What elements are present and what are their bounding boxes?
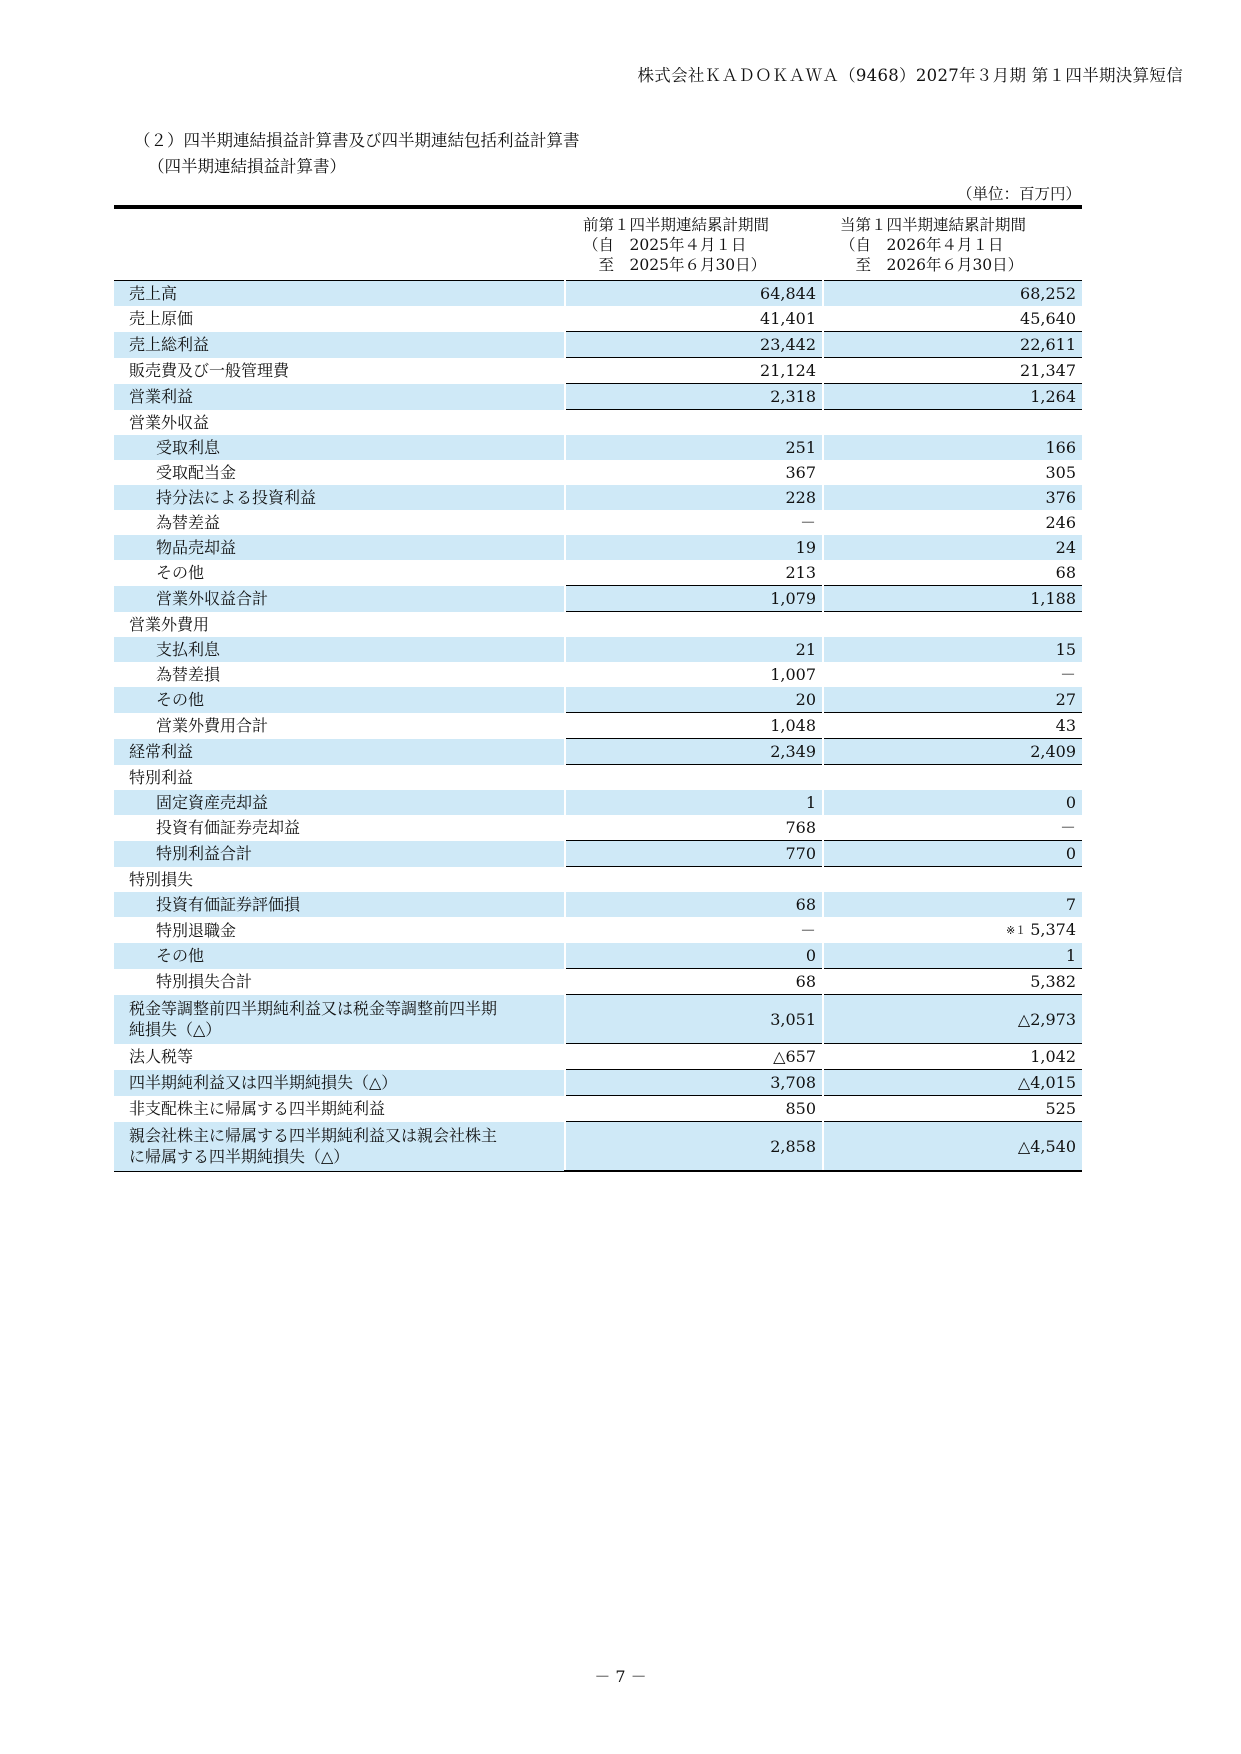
prev-period-from: （自 2025年４月１日 (583, 236, 747, 254)
curr-value: △4,540 (823, 1122, 1082, 1172)
curr-value (823, 410, 1082, 436)
footnote-marker: ※１ (1005, 924, 1027, 937)
document-header: 株式会社ＫＡＤＯＫＡＷＡ（9468）2027年３月期 第１四半期決算短信 (637, 66, 1183, 85)
row-label: 受取利息 (114, 435, 565, 460)
row-label: その他 (114, 687, 565, 713)
curr-value: 0 (823, 790, 1082, 815)
row-label-line-1: 税金等調整前四半期純利益又は税金等調整前四半期 (129, 999, 498, 1018)
row-label: 物品売却益 (114, 535, 565, 560)
curr-value: 43 (823, 713, 1082, 739)
row-label: 為替差損 (156, 665, 221, 684)
row-sga-expenses (114, 358, 1082, 384)
prev-period-title: 前第１四半期連結累計期間 (583, 216, 770, 234)
curr-value: － (823, 662, 1082, 687)
row-label: 特別利益合計 (114, 841, 565, 867)
curr-value: 22,611 (823, 332, 1082, 358)
prev-value: 367 (565, 460, 823, 485)
row-label: 受取配当金 (156, 463, 237, 482)
curr-value: 2,409 (823, 739, 1082, 765)
prev-value (565, 867, 823, 893)
row-non-operating-expenses-heading (114, 612, 1082, 638)
curr-period-from: （自 2026年４月１日 (840, 236, 1004, 254)
curr-value: 27 (823, 687, 1082, 713)
table-header-row (114, 209, 1082, 281)
row-non-operating-income-heading (114, 410, 1082, 436)
row-label: その他 (114, 943, 565, 969)
row-interest-expense (114, 637, 1082, 662)
column-header-curr-period (823, 209, 1082, 281)
curr-value (823, 765, 1082, 791)
row-label: 経常利益 (114, 739, 565, 765)
row-label: 売上原価 (129, 309, 194, 329)
row-interest-income (114, 435, 1082, 460)
prev-period-to: 至 2025年６月30日） (583, 256, 767, 274)
curr-period-to: 至 2026年６月30日） (840, 256, 1024, 274)
curr-value (823, 612, 1082, 638)
row-loss-on-valuation-of-securities (114, 892, 1082, 917)
row-gain-on-sale-of-goods (114, 535, 1082, 560)
prev-value: 1,079 (565, 586, 823, 612)
curr-value: － (823, 815, 1082, 841)
row-gain-on-sale-of-fixed-assets (114, 790, 1082, 815)
curr-value: 305 (823, 460, 1082, 485)
prev-value: － (565, 917, 823, 943)
row-extraordinary-losses-heading (114, 867, 1082, 893)
prev-value: 23,442 (565, 332, 823, 358)
row-label (114, 1122, 565, 1172)
row-label: 固定資産売却益 (114, 790, 565, 815)
row-label-line-1: 親会社株主に帰属する四半期純利益又は親会社株主 (129, 1126, 498, 1145)
page-number: － 7 － (594, 1667, 647, 1686)
row-label: 売上総利益 (114, 332, 565, 358)
prev-value: 20 (565, 687, 823, 713)
row-net-sales (114, 281, 1082, 307)
row-label: その他 (156, 563, 205, 583)
row-gross-profit (114, 332, 1082, 358)
row-profit-before-income-taxes (114, 995, 1082, 1044)
row-label: 投資有価証券売却益 (156, 818, 301, 838)
row-extraordinary-income-heading (114, 765, 1082, 791)
curr-value: 1 (823, 943, 1082, 969)
row-label: 営業外費用 (129, 614, 210, 634)
curr-value-text: 5,374 (1030, 920, 1076, 939)
row-label-line-2: 純損失（△） (129, 1020, 222, 1039)
row-label: 特別利益 (129, 767, 194, 787)
row-total-non-operating-expenses (114, 713, 1082, 739)
curr-value: 376 (823, 485, 1082, 510)
row-total-non-operating-income (114, 586, 1082, 612)
row-total-extraordinary-losses (114, 969, 1082, 995)
row-label: 営業利益 (114, 384, 565, 410)
prev-value: 1,007 (565, 662, 823, 687)
row-label: 投資有価証券評価損 (114, 892, 565, 917)
prev-value: 251 (565, 435, 823, 460)
prev-value: 770 (565, 841, 823, 867)
row-profit-attributable-to-non-controlling (114, 1096, 1082, 1122)
curr-value: 7 (823, 892, 1082, 917)
row-ordinary-profit (114, 739, 1082, 765)
row-special-retirement-benefits (114, 917, 1082, 943)
row-operating-profit (114, 384, 1082, 410)
curr-value: 5,382 (823, 969, 1082, 995)
row-label: 四半期純利益又は四半期純損失（△） (114, 1070, 565, 1096)
prev-value: 2,318 (565, 384, 823, 410)
prev-value (565, 765, 823, 791)
row-label: 特別損失 (129, 869, 194, 889)
curr-value: 68,252 (823, 281, 1082, 307)
row-fx-loss (114, 662, 1082, 687)
curr-value (823, 917, 1082, 943)
row-fx-gain (114, 510, 1082, 535)
row-label: 特別退職金 (156, 920, 237, 940)
curr-period-title: 当第１四半期連結累計期間 (840, 216, 1027, 234)
section-title: （２）四半期連結損益計算書及び四半期連結包括利益計算書 (134, 131, 580, 150)
curr-value: 24 (823, 535, 1082, 560)
prev-value: 68 (565, 969, 823, 995)
prev-value: 2,349 (565, 739, 823, 765)
curr-value: 1,042 (823, 1044, 1082, 1070)
curr-value: 525 (823, 1096, 1082, 1122)
curr-value (823, 867, 1082, 893)
prev-value: － (565, 510, 823, 535)
row-cost-of-sales (114, 306, 1082, 332)
curr-value: △4,015 (823, 1070, 1082, 1096)
curr-value: △2,973 (823, 995, 1082, 1044)
prev-value: 1,048 (565, 713, 823, 739)
row-label: 特別損失合計 (156, 972, 253, 991)
prev-value: 64,844 (565, 281, 823, 307)
prev-value: △657 (565, 1044, 823, 1070)
row-label: 持分法による投資利益 (114, 485, 565, 510)
row-label: 支払利息 (114, 637, 565, 662)
statement-title: （四半期連結損益計算書） (148, 157, 346, 176)
prev-value: 19 (565, 535, 823, 560)
row-other-non-operating-income (114, 560, 1082, 586)
row-gain-on-sale-of-securities (114, 815, 1082, 841)
prev-value: 21,124 (565, 358, 823, 384)
row-label: 営業外費用合計 (156, 716, 269, 735)
row-other-extraordinary-losses (114, 943, 1082, 969)
row-label (114, 995, 565, 1044)
prev-value: 1 (565, 790, 823, 815)
curr-value: 68 (823, 560, 1082, 586)
header-label-cell (114, 209, 565, 281)
curr-value: 45,640 (823, 306, 1082, 332)
prev-value: 228 (565, 485, 823, 510)
row-income-taxes (114, 1044, 1082, 1070)
prev-value: 41,401 (565, 306, 823, 332)
row-label: 営業外収益合計 (114, 586, 565, 612)
prev-value: 850 (565, 1096, 823, 1122)
row-total-extraordinary-income (114, 841, 1082, 867)
row-label: 法人税等 (129, 1047, 194, 1066)
unit-label: （単位：百万円） (956, 185, 1081, 203)
row-label: 売上高 (114, 281, 565, 307)
prev-value: 68 (565, 892, 823, 917)
prev-value (565, 612, 823, 638)
prev-value: 21 (565, 637, 823, 662)
curr-value: 1,188 (823, 586, 1082, 612)
row-other-non-operating-expenses (114, 687, 1082, 713)
row-label: 非支配株主に帰属する四半期純利益 (129, 1099, 386, 1118)
row-label-line-2: に帰属する四半期純損失（△） (129, 1147, 350, 1166)
prev-value: 2,858 (565, 1122, 823, 1172)
row-label: 為替差益 (156, 513, 221, 532)
prev-value: 3,051 (565, 995, 823, 1044)
row-equity-method-income (114, 485, 1082, 510)
curr-value: 21,347 (823, 358, 1082, 384)
curr-value: 0 (823, 841, 1082, 867)
prev-value: 768 (565, 815, 823, 841)
curr-value: 15 (823, 637, 1082, 662)
prev-value: 213 (565, 560, 823, 586)
curr-value: 1,264 (823, 384, 1082, 410)
row-net-profit (114, 1070, 1082, 1096)
prev-value (565, 410, 823, 436)
row-dividend-income (114, 460, 1082, 485)
row-label: 販売費及び一般管理費 (129, 361, 290, 380)
curr-value: 166 (823, 435, 1082, 460)
row-profit-attributable-to-owners (114, 1122, 1082, 1172)
prev-value: 0 (565, 943, 823, 969)
income-statement-table (114, 205, 1082, 1172)
column-header-prev-period (565, 209, 823, 281)
curr-value: 246 (823, 510, 1082, 535)
prev-value: 3,708 (565, 1070, 823, 1096)
row-label: 営業外収益 (129, 412, 210, 432)
